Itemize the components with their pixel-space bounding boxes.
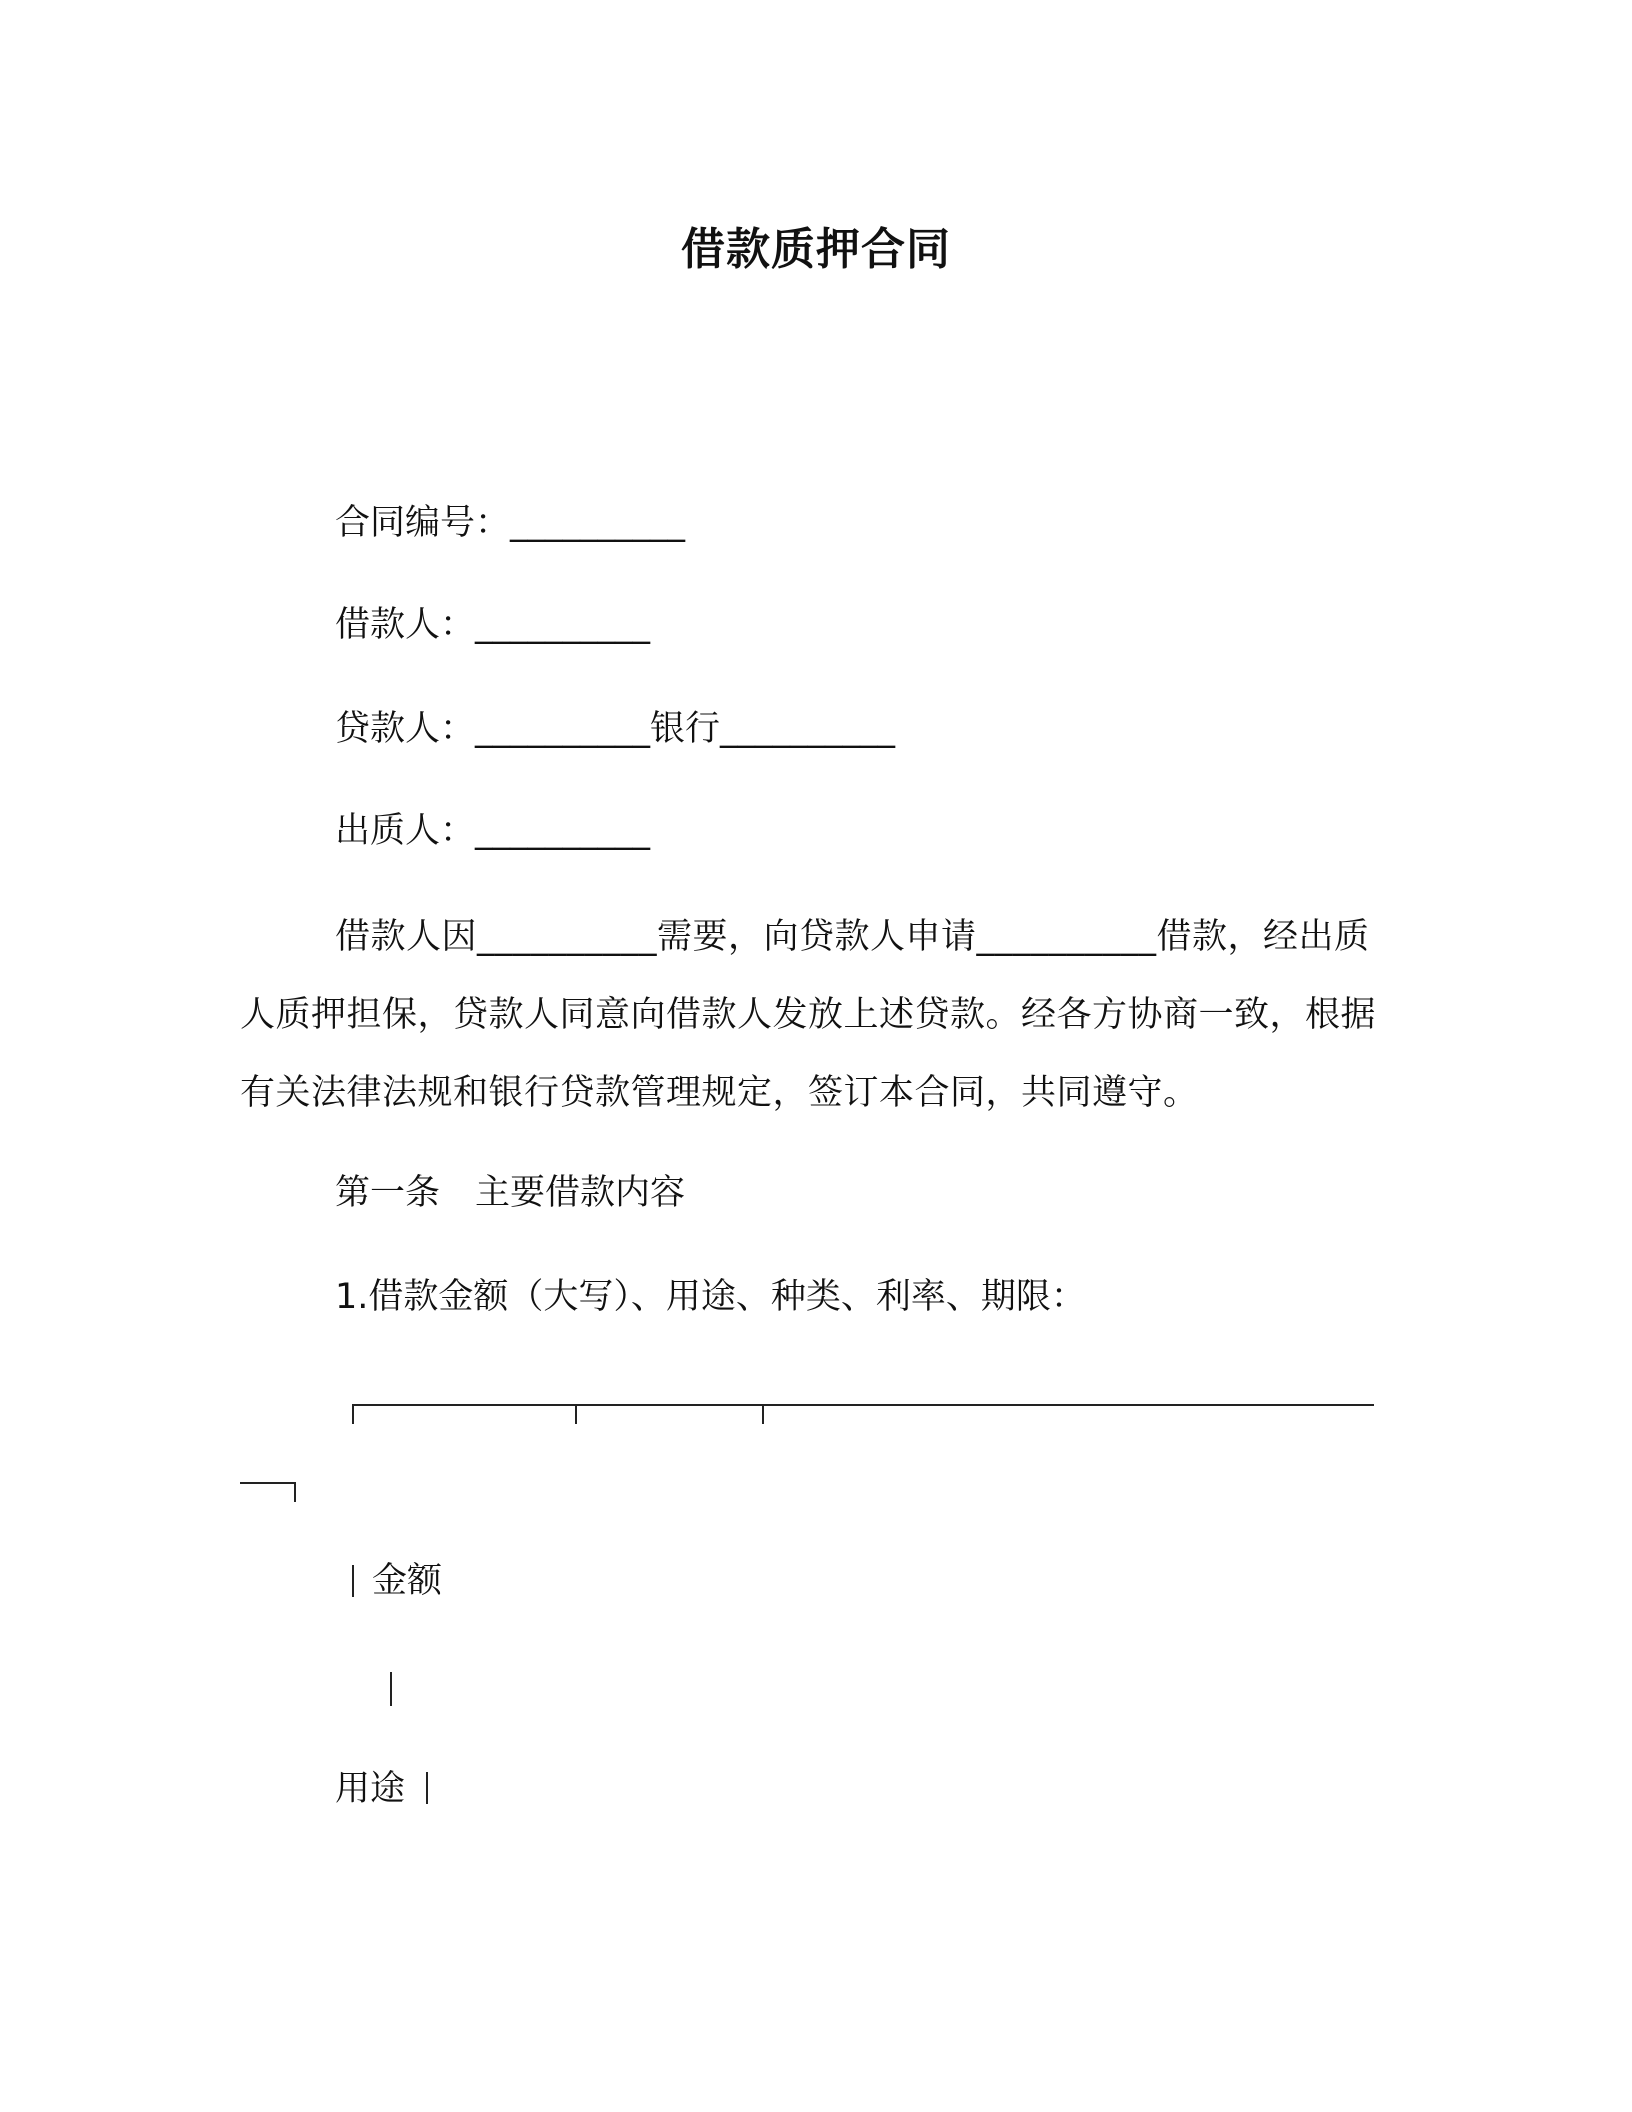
document-title: 借款质押合同 (681, 224, 951, 275)
table-border-tick (762, 1404, 764, 1424)
intro-paragraph: 借款人因__________需要，向贷款人申请__________借款，经出质人质押担保，贷款人同意向借款人发放上述贷款。经各方协商一致，根据有关法律法规和银行贷款管理规定，签订本合同，共同遵守。 (240, 917, 1377, 1113)
contract-number-field: 合同编号：__________ (335, 503, 686, 543)
borrower-field: 借款人：__________ (335, 605, 651, 645)
article-1-item-1: 1.借款金额（大写）、用途、种类、利率、期限： (335, 1277, 1086, 1317)
lender-field: 贷款人：__________银行__________ (335, 709, 896, 749)
table-amount-label: 金额 (372, 1561, 443, 1601)
table-corner-tick (294, 1482, 296, 1502)
table-cell-divider (352, 1565, 354, 1597)
table-border-tick (575, 1404, 577, 1424)
table-cell-divider (390, 1672, 392, 1706)
table-border-tick (352, 1404, 354, 1424)
pledgor-field: 出质人：__________ (335, 811, 651, 851)
table-purpose-label: 用途 (335, 1769, 406, 1809)
article-1-heading: 第一条 主要借款内容 (335, 1173, 686, 1213)
table-corner-border (240, 1482, 296, 1484)
table-cell-divider (426, 1772, 428, 1804)
table-top-border (352, 1404, 1374, 1406)
